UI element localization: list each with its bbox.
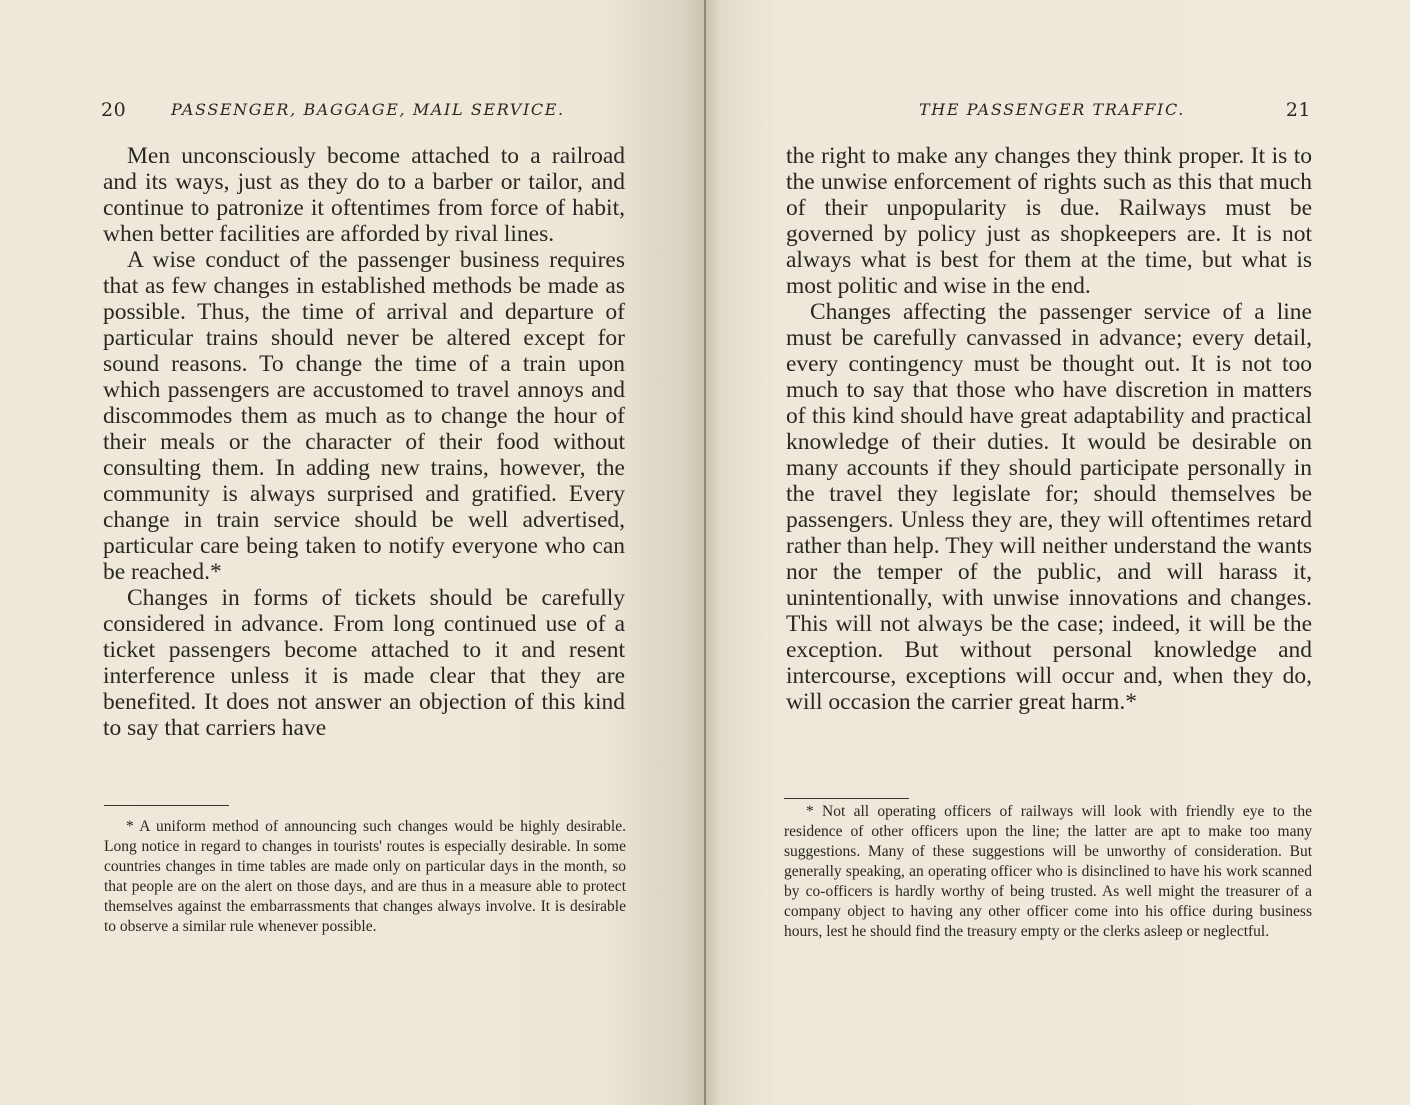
right-paragraph: the right to make any changes they think proper. It is to the unwise enforcement of rights such as this that much of their unpopularity is due. Railways must be governed by policy just as shopkeepers are. It is not always what is best for them at the time, but what is most politic and wise in the end. <box>786 143 1312 299</box>
right-page-header <box>781 99 1311 125</box>
right-page-number: 21 <box>1285 99 1311 121</box>
left-page-header <box>101 99 627 125</box>
left-page-number: 20 <box>101 99 127 121</box>
right-footnote <box>784 802 1312 942</box>
left-paragraph: Men unconsciously become attached to a railroad and its ways, just as they do to a barber or tailor, and continue to patronize it oftentimes from force of habit, when better facilities are afforded by rival lines. <box>103 143 625 247</box>
right-running-title: THE PASSENGER TRAFFIC. <box>919 100 1185 119</box>
right-paragraph: Changes affecting the passenger service of a line must be carefully canvassed in advance; every detail, every contingency must be thought out. It is not too much to say that those who have discretion in matters of this kind should have great adaptability and practical knowledge of their duties. It would be desirable on many accounts if they should participate personally in the travel they legislate for; should themselves be passengers. Unless they are, they will oftentimes retard rather than help. They will neither understand the wants nor the temper of the public, and will harass it, unintentionally, with unwise innovations and changes. This will not always be the case; indeed, it will be the exception. But without personal knowledge and intercourse, exceptions will occur and, when they do, will occasion the carrier great harm.* <box>786 299 1312 715</box>
right-page <box>706 0 1410 1105</box>
left-paragraph: Changes in forms of tickets should be carefully considered in advance. From long continued use of a ticket passengers become attached to it and resent interference unless it is made clear that they are benefited. It does not answer an objection of this kind to say that carriers have <box>103 585 625 741</box>
right-footnote-rule <box>784 798 909 799</box>
left-paragraph: A wise conduct of the passenger business requires that as few changes in established methods be made as possible. Thus, the time of arrival and departure of particular trains should never be altered except for sound reasons. To change the time of a train upon which passengers are accustomed to travel annoys and discommodes them as much as to change the hour of their meals or the character of their food without consulting them. In adding new trains, however, the community is always surprised and gratified. Every change in train service should be well advertised, particular care being taken to notify everyone who can be reached.* <box>103 247 625 585</box>
right-footnote-text: * Not all operating officers of railways will look with friendly eye to the residence of other officers upon the line; the latter are apt to make too many suggestions. Many of these suggestions will be unworthy of consideration. But generally speaking, an operating officer who is disinclined to have his work scanned by co-officers is hardly worthy of being trusted. As well might the treasurer of a company object to having any other officer come into his office during business hours, lest he should find the treasury empty or the clerks asleep or neglectful. <box>784 803 1312 940</box>
left-body-text <box>103 143 625 741</box>
left-footnote <box>104 817 626 937</box>
left-footnote-rule <box>104 805 229 806</box>
left-footnote-text: * A uniform method of announcing such changes would be highly desirable. Long notice in regard to changes in tourists' routes is especially desirable. In some countries changes in time tables are made only on particular days in the month, so that people are on the alert on those days, and are thus in a measure able to protect themselves against the embarrassments that changes always involve. It is desirable to observe a similar rule whenever possible. <box>104 818 626 935</box>
right-body-text <box>786 143 1312 715</box>
left-running-title: PASSENGER, BAGGAGE, MAIL SERVICE. <box>171 100 565 119</box>
